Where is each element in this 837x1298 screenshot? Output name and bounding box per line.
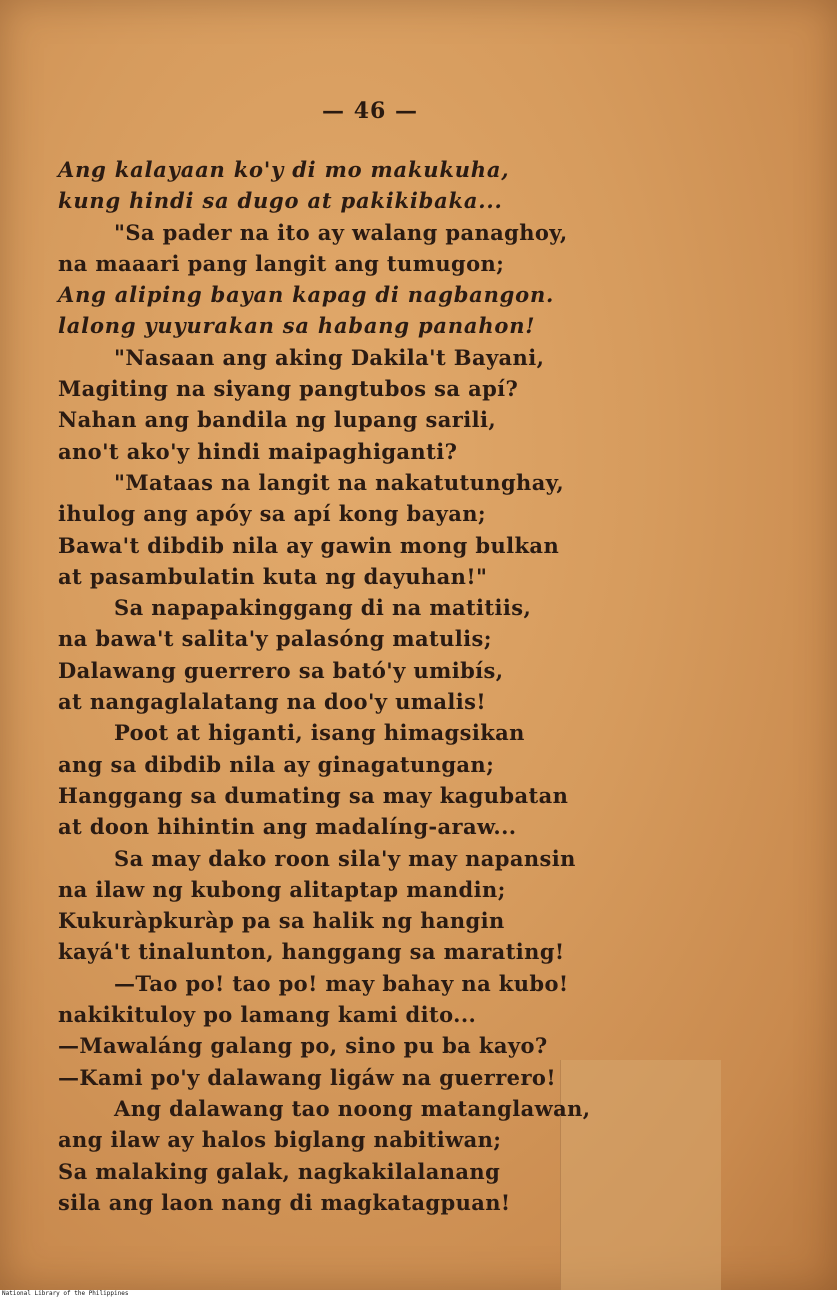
poem-line: "Sa pader na ito ay walang panaghoy,	[114, 219, 568, 245]
poem-line: na ilaw ng kubong alitaptap mandin;	[58, 876, 506, 902]
poem-line: Sa may dako roon sila'y may napansin	[114, 845, 576, 871]
poem-line: kayá't tinalunton, hanggang sa marating!	[58, 939, 565, 965]
scan-credit: National Library of the Philippines	[2, 1290, 129, 1297]
poem-line: Ang dalawang tao noong matanglawan,	[114, 1095, 591, 1121]
poem-line: lalong yuyurakan sa habang panahon!	[58, 313, 536, 339]
poem-line: Magiting na siyang pangtubos sa apí?	[58, 376, 519, 402]
poem-line: ano't ako'y hindi maipaghiganti?	[58, 438, 458, 464]
poem-body	[58, 154, 758, 1218]
poem-line: at pasambulatin kuta ng dayuhan!"	[58, 563, 488, 589]
poem-line: Ang aliping bayan kapag di nagbangon.	[58, 282, 555, 308]
poem-line: Sa malaking galak, nagkakilalanang	[58, 1158, 501, 1184]
poem-line: Bawa't dibdib nila ay gawin mong bulkan	[58, 532, 560, 558]
poem-line: na maaari pang langit ang tumugon;	[58, 250, 505, 276]
poem-line: nakikituloy po lamang kami dito...	[58, 1002, 477, 1028]
poem-line: sila ang laon nang di magkatagpuan!	[58, 1189, 511, 1215]
page-number: — 46 —	[322, 98, 418, 124]
poem-line: ang ilaw ay halos biglang nabitiwan;	[58, 1127, 502, 1153]
poem-line: "Nasaan ang aking Dakila't Bayani,	[114, 344, 545, 370]
poem-line: Poot at higanti, isang himagsikan	[114, 720, 525, 746]
poem-line: Sa napapakinggang di na matitiis,	[114, 595, 532, 621]
poem-line: —Kami po'y dalawang ligáw na guerrero!	[58, 1064, 556, 1090]
poem-line: Nahan ang bandila ng lupang sarili,	[58, 407, 497, 433]
poem-line: "Mataas na langit na nakatutunghay,	[114, 469, 565, 495]
poem-line: at nangaglalatang na doo'y umalis!	[58, 689, 486, 715]
poem-line: Dalawang guerrero sa bató'y umibís,	[58, 657, 504, 683]
poem-line: —Mawaláng galang po, sino pu ba kayo?	[58, 1033, 548, 1059]
poem-line: Hanggang sa dumating sa may kagubatan	[58, 782, 569, 808]
poem-line: —Tao po! tao po! may bahay na kubo!	[114, 970, 569, 996]
poem-line: at doon hihintin ang madalíng-araw...	[58, 814, 517, 840]
poem-line: Ang kalayaan ko'y di mo makukuha,	[58, 157, 510, 182]
poem-line: Kukuràpkuràp pa sa halik ng hangin	[58, 908, 505, 934]
poem-line: kung hindi sa dugo at pakikibaka...	[58, 188, 503, 214]
poem-line: na bawa't salita'y palasóng matulis;	[58, 626, 492, 652]
poem-line: ihulog ang apóy sa apí kong bayan;	[58, 501, 487, 527]
poem-line: ang sa dibdib nila ay ginagatungan;	[58, 751, 495, 777]
